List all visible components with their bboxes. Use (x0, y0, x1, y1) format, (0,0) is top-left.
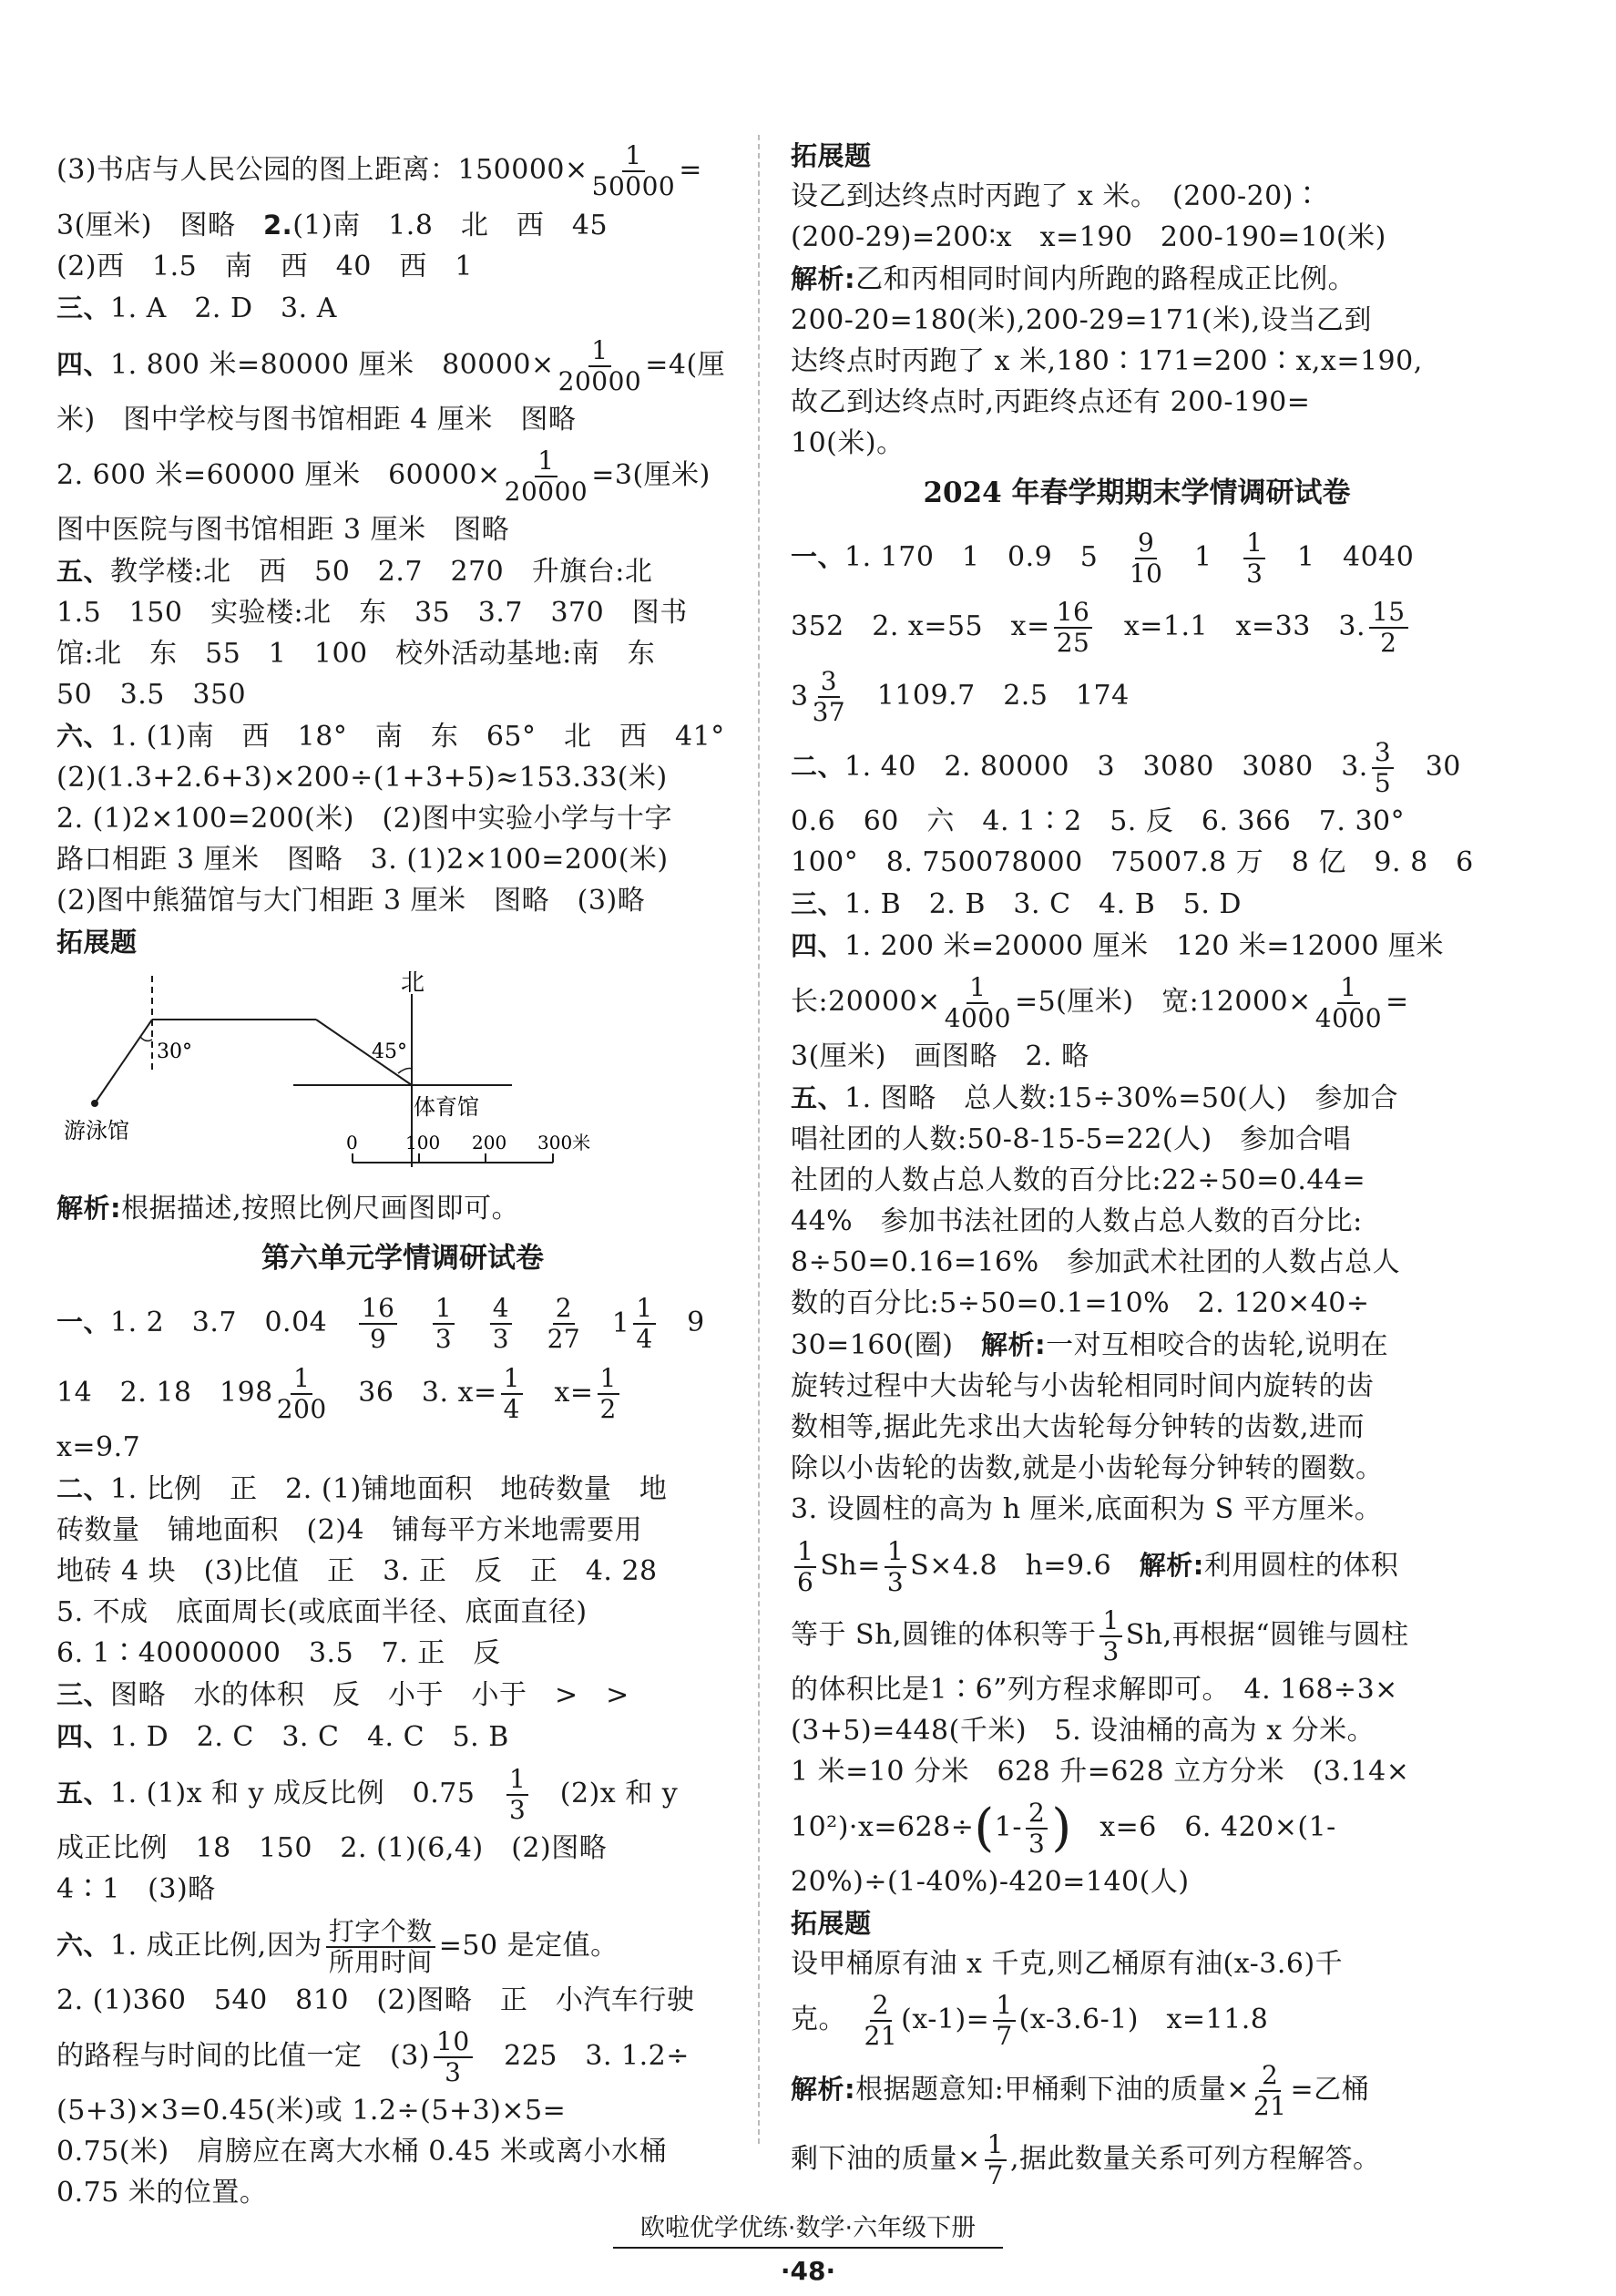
fraction: $\frac{2}{3}$ (1026, 1799, 1048, 1859)
fraction: $\frac{1}{50000}$ (591, 140, 676, 201)
fraction: $\frac{1}{4}$ (501, 1364, 523, 1424)
direction-diagram (56, 967, 749, 1185)
line: 14 2. 18 198 $\frac{1}{200}$ 36 3. x= $\frac{1}{4}$ x= $\frac{1}{2}$ (56, 1359, 749, 1427)
line: 五、教学楼:北 西 50 2.7 270 升旗台:北 (56, 556, 653, 588)
line: 达终点时丙跑了 x 米,180∶171=200∶x,x=190, (791, 345, 1423, 377)
fraction: $\frac{1}{20000}$ (557, 335, 642, 396)
line: 旋转过程中大齿轮与小齿轮相同时间内旋转的齿 (791, 1370, 1375, 1402)
line: (200-29)=200∶x x=190 200-190=10(米) (791, 221, 1386, 253)
right-column (791, 137, 1483, 2195)
scale-label: 200 (472, 1132, 507, 1153)
line: 解析:根据描述,按照比例尺画图即可。 (56, 1193, 520, 1225)
line: 二、1. 比例 正 2. (1)铺地面积 地砖数量 地 (56, 1473, 668, 1505)
angle-label-45: 45° (372, 1040, 407, 1063)
line: 3(厘米) 画图略 2. 略 (791, 1040, 1089, 1072)
fraction: $\frac{1}{3}$ (885, 1537, 906, 1597)
scale-label: 100 (405, 1132, 441, 1153)
mixed-number: 1 $\frac{1}{4}$ (612, 1290, 660, 1358)
angle-label-30: 30° (157, 1040, 192, 1063)
line: 克。 $\frac{2}{21}$ (x-1)= $\frac{1}{7}$ (x-3.6-1) x=11.8 (791, 1990, 1269, 2051)
fraction: $\frac{1}{7}$ (985, 2130, 1007, 2190)
line: 44% 参加书法社团的人数占总人数的百分比: (791, 1205, 1363, 1237)
angle-arc (398, 1069, 412, 1073)
line: 地砖 4 块 (3)比值 正 3. 正 反 正 4. 28 (56, 1555, 658, 1587)
fraction: $\frac{15}{2}$ (1369, 598, 1408, 658)
fraction: $\frac{1}{3}$ (433, 1294, 455, 1354)
fraction: $\frac{1}{6}$ (794, 1537, 816, 1597)
line: $\frac{1}{6}$ Sh= $\frac{1}{3}$ S×4.8 h=9.6 解析:利用圆柱的体积 (791, 1532, 1483, 1600)
column-divider (758, 135, 760, 2144)
section-heading: 拓展题 (791, 1908, 872, 1939)
fraction: $\frac{1}{3}$ (506, 1765, 528, 1825)
route-left (95, 1020, 152, 1103)
line: 四、1. 800 米=80000 厘米 80000× $\frac{1}{20000}$ =4(厘 (56, 335, 726, 396)
line: 一、1. 2 3.7 0.04 $\frac{16}{9}$ $\frac{1}{3}$ $\frac{4}{3}$ $\frac{2}{27}$ 1 $\frac{1}{4}$ 9 (56, 1288, 749, 1358)
line: 三、1. A 2. D 3. A (56, 292, 337, 324)
line: (2)(1.3+2.6+3)×200÷(1+3+5)≈153.33(米) (56, 762, 668, 794)
scale-label: 300米 (537, 1132, 591, 1153)
line: 四、1. D 2. C 3. C 4. C 5. B (56, 1721, 509, 1753)
angle-arc (140, 1037, 152, 1040)
line: 3(厘米) 图略 2.(1)南 1.8 北 西 45 (56, 210, 609, 241)
line: x=9.7 (56, 1431, 141, 1463)
line: (2)图中熊猫馆与大门相距 3 厘米 图略 (3)略 (56, 885, 646, 917)
page-number: ·48· (780, 2256, 836, 2286)
line: (3)书店与人民公园的图上距离：150000× $\frac{1}{50000}$ = (56, 140, 702, 201)
line: 六、1. (1)南 西 18° 南 东 65° 北 西 41° (56, 721, 725, 753)
line: 四、1. 200 米=20000 厘米 120 米=12000 厘米 (791, 930, 1444, 962)
line: 砖数量 铺地面积 (2)4 铺每平方米地需要用 (56, 1514, 643, 1546)
fraction: $\frac{3}{5}$ (1372, 738, 1394, 798)
fraction: $\frac{10}{3}$ (434, 2027, 473, 2087)
line: 馆:北 东 55 1 100 校外活动基地:南 东 (56, 638, 656, 670)
line: 除以小齿轮的齿数,就是小齿轮每分钟转的圈数。 (791, 1452, 1384, 1484)
line: 0.75(米) 肩膀应在离大水桶 0.45 米或离小水桶 (56, 2136, 668, 2168)
fraction: $\frac{1}{3}$ (1243, 528, 1265, 589)
line: 3. 设圆柱的高为 h 厘米,底面积为 S 平方厘米。 (791, 1493, 1383, 1525)
line: 352 2. x=55 x= $\frac{16}{25}$ x=1.1 x=33 3. $\frac{15}{2}$ (791, 593, 1483, 661)
pool-point (91, 1100, 98, 1107)
page-footer (0, 2208, 1616, 2286)
left-column (56, 137, 749, 2215)
line: 的体积比是1∶6”列方程求解即可。 4. 168÷3× (791, 1674, 1398, 1706)
line: 6. 1∶40000000 3.5 7. 正 反 (56, 1637, 501, 1669)
line: 剩下油的质量× $\frac{1}{7}$ ,据此数量关系可列方程解答。 (791, 2129, 1381, 2190)
fraction: $\frac{1}{7}$ (993, 1991, 1015, 2051)
line: 2. (1)2×100=200(米) (2)图中实验小学与十字 (56, 803, 672, 835)
line: 长:20000× $\frac{1}{4000}$ =5(厘米) 宽:12000× $\frac{1}{4000}$ = (791, 972, 1409, 1033)
fraction: $\frac{4}{3}$ (490, 1294, 512, 1354)
line: 设乙到达终点时丙跑了 x 米。 (200-20)∶ (791, 180, 1322, 212)
fraction: $\frac{9}{10}$ (1129, 528, 1163, 589)
section-title: 第六单元学情调研试卷 (261, 1242, 544, 1275)
line: 社团的人数占总人数的百分比:22÷50=0.44= (791, 1164, 1366, 1196)
line: 一、1. 170 1 0.9 5 $\frac{9}{10}$ 1 $\frac{1}{3}$ 1 4040 (791, 528, 1415, 589)
line: 200-20=180(米),200-29=171(米),设当乙到 (791, 304, 1372, 336)
line: 三、图略 水的体积 反 小于 小于 > > (56, 1679, 629, 1711)
line: 0.75 米的位置。 (56, 2177, 268, 2209)
fraction: $\frac{2}{21}$ (864, 1990, 898, 2051)
pool-label: 游泳馆 (64, 1118, 129, 1143)
line: 故乙到达终点时,丙距终点还有 200-190= (791, 386, 1311, 418)
line: 100° 8. 750078000 75007.8 万 8 亿 9. 8 6 (791, 846, 1474, 878)
line: 50 3.5 350 (56, 679, 247, 711)
fraction: $\frac{1}{4000}$ (944, 972, 1011, 1033)
line: 图中医院与图书馆相距 3 厘米 图略 (56, 514, 510, 546)
north-label: 北 (401, 969, 425, 997)
fraction: $\frac{16}{25}$ (1054, 598, 1093, 658)
line: 1 米=10 分米 628 升=628 立方分米 (3.14× (791, 1756, 1410, 1788)
fraction: $\frac{\text{打字个数}}{\text{所用时间}}$ (326, 1917, 435, 1977)
line: 二、1. 40 2. 80000 3 3080 3080 3. $\frac{3}{5}$ 30 (791, 737, 1461, 798)
fraction: $\frac{16}{9}$ (359, 1294, 398, 1354)
line: 3 $\frac{3}{37}$ 1109.7 2.5 174 (791, 662, 1483, 731)
fraction: $\frac{1}{4000}$ (1314, 972, 1383, 1033)
fraction: $\frac{2}{27}$ (547, 1293, 581, 1354)
line: (2)西 1.5 南 西 40 西 1 (56, 251, 473, 282)
line: 成正比例 18 150 2. (1)(6,4) (2)图略 (56, 1832, 608, 1864)
line: 2. 600 米=60000 厘米 60000× $\frac{1}{20000}$ =3(厘米) (56, 446, 711, 507)
section-heading: 拓展题 (791, 140, 872, 171)
line: 唱社团的人数:50-8-15-5=22(人) 参加合唱 (791, 1123, 1352, 1155)
line: 路口相距 3 厘米 图略 3. (1)2×100=200(米) (56, 844, 669, 876)
line: 的路程与时间的比值一定 (3) $\frac{10}{3}$ 225 3. 1.2÷ (56, 2026, 690, 2087)
line: 数的百分比:5÷50=0.1=10% 2. 120×40÷ (791, 1287, 1370, 1319)
line: 解析:乙和丙相同时间内所跑的路程成正比例。 (791, 263, 1356, 295)
line: 20%)÷(1-40%)-420=140(人) (791, 1866, 1190, 1898)
line: 2. (1)360 540 810 (2)图略 正 小汽车行驶 (56, 1984, 695, 2016)
line: 数相等,据此先求出大齿轮每分钟转的齿数,进而 (791, 1411, 1365, 1443)
line: 设甲桶原有油 x 千克,则乙桶原有油(x-3.6)千 (791, 1948, 1344, 1980)
line: (5+3)×3=0.45(米)或 1.2÷(5+3)×5= (56, 2095, 567, 2127)
line: 10²)·x=628÷(1- $\frac{2}{3}$ ) x=6 6. 420×(1- (791, 1798, 1336, 1859)
fraction: $\frac{1}{20000}$ (504, 446, 588, 507)
scale-label: 0 (346, 1132, 358, 1153)
line: 六、1. 成正比例,因为 $\frac{\text{打字个数}}{\text{所用时间}}$ =50 是定值。 (56, 1916, 619, 1977)
fraction: $\frac{2}{21}$ (1253, 2060, 1287, 2121)
line: 五、1. 图略 总人数:15÷30%=50(人) 参加合 (791, 1082, 1398, 1114)
book-title: 欧啦优学优练·数学·六年级下册 (613, 2208, 1003, 2249)
line: 5. 不成 底面周长(或底面半径、底面直径) (56, 1596, 588, 1628)
section-title: 2024 年春学期期末学情调研试卷 (923, 477, 1351, 509)
line: 8÷50=0.16=16% 参加武术社团的人数占总人 (791, 1246, 1401, 1278)
line: 4∶1 (3)略 (56, 1873, 216, 1905)
fraction: $\frac{1}{3}$ (1099, 1606, 1121, 1666)
line: 0.6 60 六 4. 1∶2 5. 反 6. 366 7. 30° (791, 805, 1406, 837)
line: 30=160(圈) 解析:一对互相咬合的齿轮,说明在 (791, 1329, 1389, 1361)
line: 米) 图中学校与图书馆相距 4 厘米 图略 (56, 404, 577, 436)
line: 解析:根据题意知:甲桶剩下油的质量× $\frac{2}{21}$ =乙桶 (791, 2060, 1370, 2121)
line: 五、1. (1)x 和 y 成反比例 0.75 $\frac{1}{3}$ (2)x 和 y (56, 1764, 679, 1825)
mixed-number: 3 $\frac{3}{37}$ (791, 666, 846, 727)
line: 等于 Sh,圆锥的体积等于 $\frac{1}{3}$ Sh,再根据“圆锥与圆柱 (791, 1605, 1409, 1666)
line: (3+5)=448(千米) 5. 设油桶的高为 x 分米。 (791, 1715, 1376, 1747)
gym-label: 体育馆 (414, 1094, 479, 1120)
line: 三、1. B 2. B 3. C 4. B 5. D (791, 888, 1242, 920)
section-heading: 拓展题 (56, 927, 138, 958)
fraction: $\frac{1}{2}$ (598, 1364, 619, 1424)
line: 10(米)。 (791, 427, 905, 459)
fraction: $\frac{1}{200}$ (276, 1363, 327, 1424)
line: 1.5 150 实验楼:北 东 35 3.7 370 图书 (56, 597, 688, 629)
